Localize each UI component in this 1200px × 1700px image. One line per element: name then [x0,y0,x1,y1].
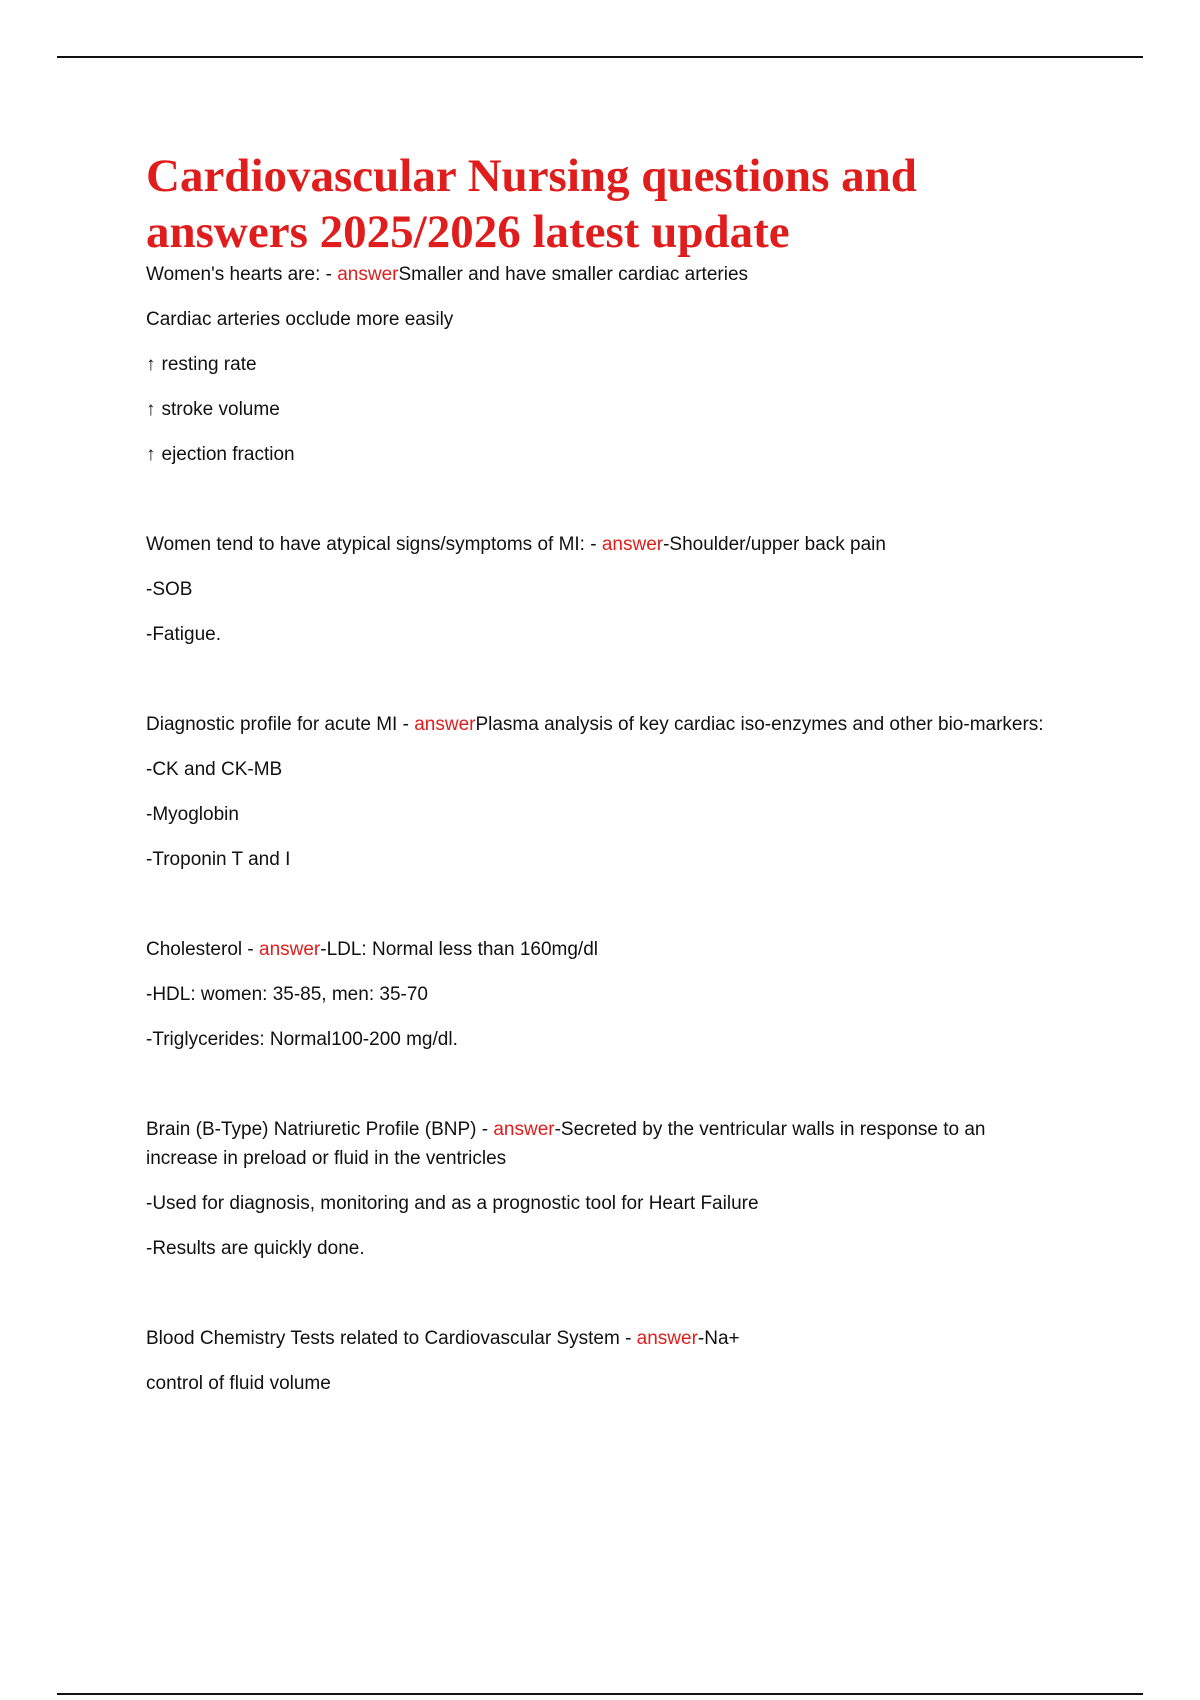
bottom-rule [57,1693,1143,1695]
answer-line [146,440,1046,469]
answer-line: -Results are quickly done. [146,1238,365,1259]
question-text: Blood Chemistry Tests related to Cardiovascular System - [146,1328,637,1349]
qa-question-line [146,935,1046,964]
answer-line-text: stroke volume [161,399,280,420]
qa-entry [146,1115,1046,1263]
qa-question-line [146,710,1046,739]
qa-question-line [146,530,1046,559]
answer-text: -Na+ [697,1328,740,1349]
answer-line-text: resting rate [161,354,257,375]
qa-entry [146,260,1046,469]
qa-entry [146,530,1046,649]
answer-line: -HDL: women: 35-85, men: 35-70 [146,984,428,1005]
qa-list [146,260,1046,1398]
answer-line: -Used for diagnosis, monitoring and as a prognostic tool for Heart Failure [146,1193,759,1214]
question-text: Women's hearts are: - [146,264,338,285]
up-arrow-icon: ↑ [146,444,156,465]
answer-line: -Troponin T and I [146,849,291,870]
up-arrow-icon: ↑ [146,399,156,420]
question-text: Diagnostic profile for acute MI - [146,714,415,735]
answer-line: -Fatigue. [146,624,221,645]
answer-text: Smaller and have smaller cardiac arteries [398,264,749,285]
answer-label: answer [259,939,321,960]
question-text: Brain (B-Type) Natriuretic Profile (BNP) - [146,1119,494,1140]
answer-text: -LDL: Normal less than 160mg/dl [320,939,598,960]
answer-line: -Triglycerides: Normal100-200 mg/dl. [146,1029,458,1050]
answer-line [146,395,1046,424]
top-rule [57,56,1143,58]
qa-question-line [146,260,1046,289]
answer-label: answer [493,1119,555,1140]
qa-entry [146,935,1046,1054]
answer-line: Cardiac arteries occlude more easily [146,309,454,330]
answer-text: -Secreted by the ventricular walls in response to an increase in preload or fluid in the ventricles [146,1119,986,1169]
question-text: Cholesterol - [146,939,259,960]
answer-line [146,350,1046,379]
answer-line: control of fluid volume [146,1373,331,1394]
answer-label: answer [601,534,664,555]
document-body [146,148,1046,1398]
answer-line: -SOB [146,579,193,600]
answer-line: -Myoglobin [146,804,239,825]
qa-entry [146,710,1046,874]
qa-question-line [146,1115,1046,1173]
qa-entry [146,1324,1046,1398]
answer-label: answer [337,264,399,285]
question-text: Women tend to have atypical signs/symptoms of MI: - [146,534,602,555]
answer-text: Plasma analysis of key cardiac iso-enzymes and other bio-markers: [475,714,1044,735]
answer-label: answer [636,1328,698,1349]
answer-line: -CK and CK-MB [146,759,283,780]
up-arrow-icon: ↑ [146,354,156,375]
answer-line-text: ejection fraction [161,444,295,465]
answer-label: answer [414,714,476,735]
qa-question-line [146,1324,1046,1353]
answer-text: -Shoulder/upper back pain [663,534,886,555]
document-title: Cardiovascular Nursing questions and answers 2025/2026 latest update [146,150,917,258]
